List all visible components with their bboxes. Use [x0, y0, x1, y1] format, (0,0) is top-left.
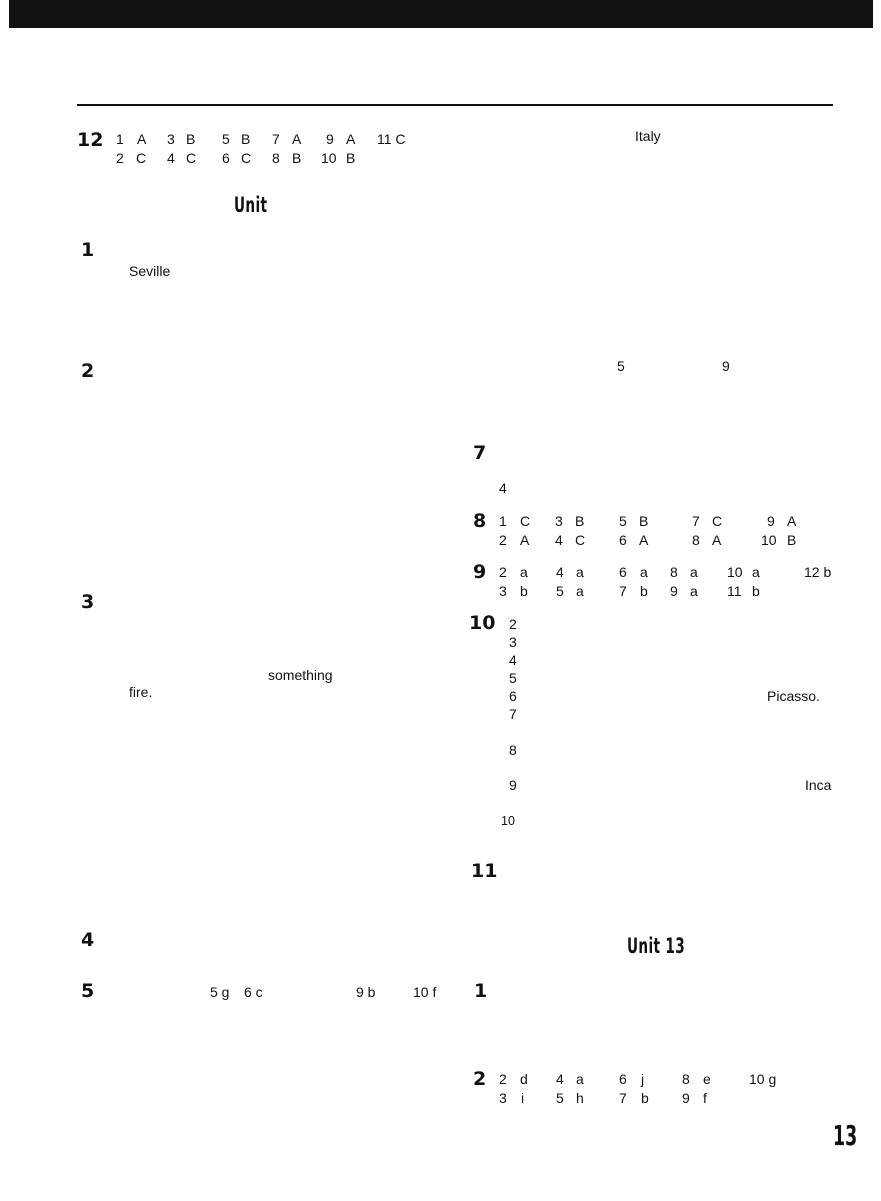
unit-13-exercise-2-number: 2	[473, 1068, 487, 1090]
answer-item: 7	[619, 583, 627, 599]
answer-item: 9	[326, 131, 334, 147]
answer-item: 9	[509, 777, 517, 793]
answer-item: B	[186, 131, 196, 147]
answer-word: Italy	[635, 128, 661, 144]
answer-item: a	[576, 1071, 584, 1087]
answer-word: fire.	[129, 684, 153, 700]
answer-item: C	[241, 150, 252, 166]
answer-item: 4	[556, 1071, 564, 1087]
answer-item: 7	[272, 131, 280, 147]
answer-item: 4	[555, 532, 563, 548]
answer-item: 9	[767, 513, 775, 529]
answer-item: b	[752, 583, 760, 599]
exercise-7-number: 7	[473, 442, 487, 464]
answer-word: Seville	[129, 263, 171, 279]
answer-item: B	[639, 513, 649, 529]
answer-item: 3	[509, 634, 517, 650]
answer-item: 8	[272, 150, 280, 166]
answer-item: 4	[167, 150, 175, 166]
answer-item: 2	[499, 532, 507, 548]
answer-item: A	[712, 532, 722, 548]
answer-item: 10 g	[749, 1071, 777, 1087]
answer-item: 4	[556, 564, 564, 580]
answer-item: 2	[509, 616, 517, 632]
answer-item: e	[703, 1071, 711, 1087]
top-rule	[77, 104, 833, 106]
answer-item: 6	[619, 564, 627, 580]
answer-item: b	[641, 1090, 649, 1106]
answer-item: 10	[727, 564, 743, 580]
exercise-3-number: 3	[81, 591, 95, 613]
answer-item: A	[346, 131, 356, 147]
exercise-1-number: 1	[81, 239, 95, 261]
answer-item: 9 b	[356, 984, 376, 1000]
answer-item: 6	[509, 688, 517, 704]
answer-item: C	[520, 513, 531, 529]
answer-item: a	[520, 564, 528, 580]
answer-item: i	[521, 1090, 525, 1106]
answer-item: 4	[509, 652, 517, 668]
answer-item: 10	[501, 814, 515, 828]
answer-item: a	[690, 583, 698, 599]
answer-item: A	[520, 532, 530, 548]
exercise-8-number: 8	[473, 510, 487, 532]
answer-item: 3	[499, 1090, 507, 1106]
answer-item: b	[640, 583, 648, 599]
answer-item: 9	[682, 1090, 690, 1106]
answer-item: 11	[727, 583, 742, 599]
unit-13-heading: Unit 13	[627, 934, 686, 958]
answer-item: a	[690, 564, 698, 580]
exercise-4-number: 4	[81, 929, 95, 951]
header-bar	[9, 0, 873, 28]
answer-item: 5	[617, 358, 625, 374]
answer-item: 1	[116, 131, 124, 147]
answer-item: A	[137, 131, 147, 147]
unit-heading: Unit	[234, 193, 268, 217]
answer-item: 5	[556, 583, 564, 599]
answer-item: 7	[509, 706, 517, 722]
exercise-11-number: 11	[471, 860, 498, 882]
answer-item: j	[641, 1071, 645, 1087]
answer-item: B	[787, 532, 797, 548]
answer-item: B	[346, 150, 356, 166]
answer-item: 5 g	[210, 984, 230, 1000]
answer-item: 3	[167, 131, 175, 147]
answer-item: d	[520, 1071, 528, 1087]
answer-item: 6	[619, 532, 627, 548]
answer-item: 6	[222, 150, 230, 166]
answer-item: 8	[682, 1071, 690, 1087]
answer-item: 1	[499, 513, 507, 529]
answer-item: 9	[722, 358, 730, 374]
answer-item: 2	[116, 150, 124, 166]
answer-item: 8	[670, 564, 678, 580]
answer-item: 5	[619, 513, 627, 529]
answer-item: 2	[499, 564, 507, 580]
answer-item: B	[575, 513, 585, 529]
answer-item: A	[787, 513, 797, 529]
answer-item: A	[292, 131, 302, 147]
answer-item: 7	[692, 513, 700, 529]
answer-item: 5	[222, 131, 230, 147]
exercise-9-number: 9	[473, 561, 487, 583]
answer-item: 9	[670, 583, 678, 599]
answer-item: a	[752, 564, 760, 580]
answer-item: 5	[509, 670, 517, 686]
answer-item: 10 f	[413, 984, 437, 1000]
answer-item: C	[186, 150, 197, 166]
answer-item: 7	[619, 1090, 627, 1106]
answer-item: 12 b	[804, 564, 832, 580]
answer-word: Picasso.	[767, 688, 820, 704]
answer-item: 5	[556, 1090, 564, 1106]
answer-item: 10	[761, 532, 777, 548]
answer-item: a	[576, 583, 584, 599]
answer-item: b	[520, 583, 528, 599]
exercise-2-number: 2	[81, 360, 95, 382]
answer-item: 11 C	[377, 131, 406, 147]
answer-item: 10	[321, 150, 337, 166]
answer-item: C	[136, 150, 147, 166]
answer-item: a	[576, 564, 584, 580]
answer-item: f	[703, 1090, 707, 1106]
answer-item: A	[639, 532, 649, 548]
unit-13-exercise-1-number: 1	[474, 980, 488, 1002]
answer-item: a	[640, 564, 648, 580]
answer-item: C	[575, 532, 586, 548]
answer-item: B	[292, 150, 302, 166]
exercise-5-number: 5	[81, 980, 95, 1002]
answer-item: 6 c	[244, 984, 263, 1000]
answer-item: 4	[499, 480, 507, 496]
exercise-12-number: 12	[77, 129, 104, 151]
answer-item: 2	[499, 1071, 507, 1087]
answer-item: 3	[555, 513, 563, 529]
exercise-10-number: 10	[469, 612, 496, 634]
answer-item: 6	[619, 1071, 627, 1087]
answer-item: h	[576, 1090, 584, 1106]
answer-item: C	[712, 513, 723, 529]
answer-item: 8	[509, 742, 517, 758]
answer-word: Inca	[805, 777, 832, 793]
answer-item: B	[241, 131, 251, 147]
page-number: 13	[833, 1119, 858, 1152]
answer-word: something	[268, 667, 333, 683]
answer-item: 3	[499, 583, 507, 599]
answer-item: 8	[692, 532, 700, 548]
